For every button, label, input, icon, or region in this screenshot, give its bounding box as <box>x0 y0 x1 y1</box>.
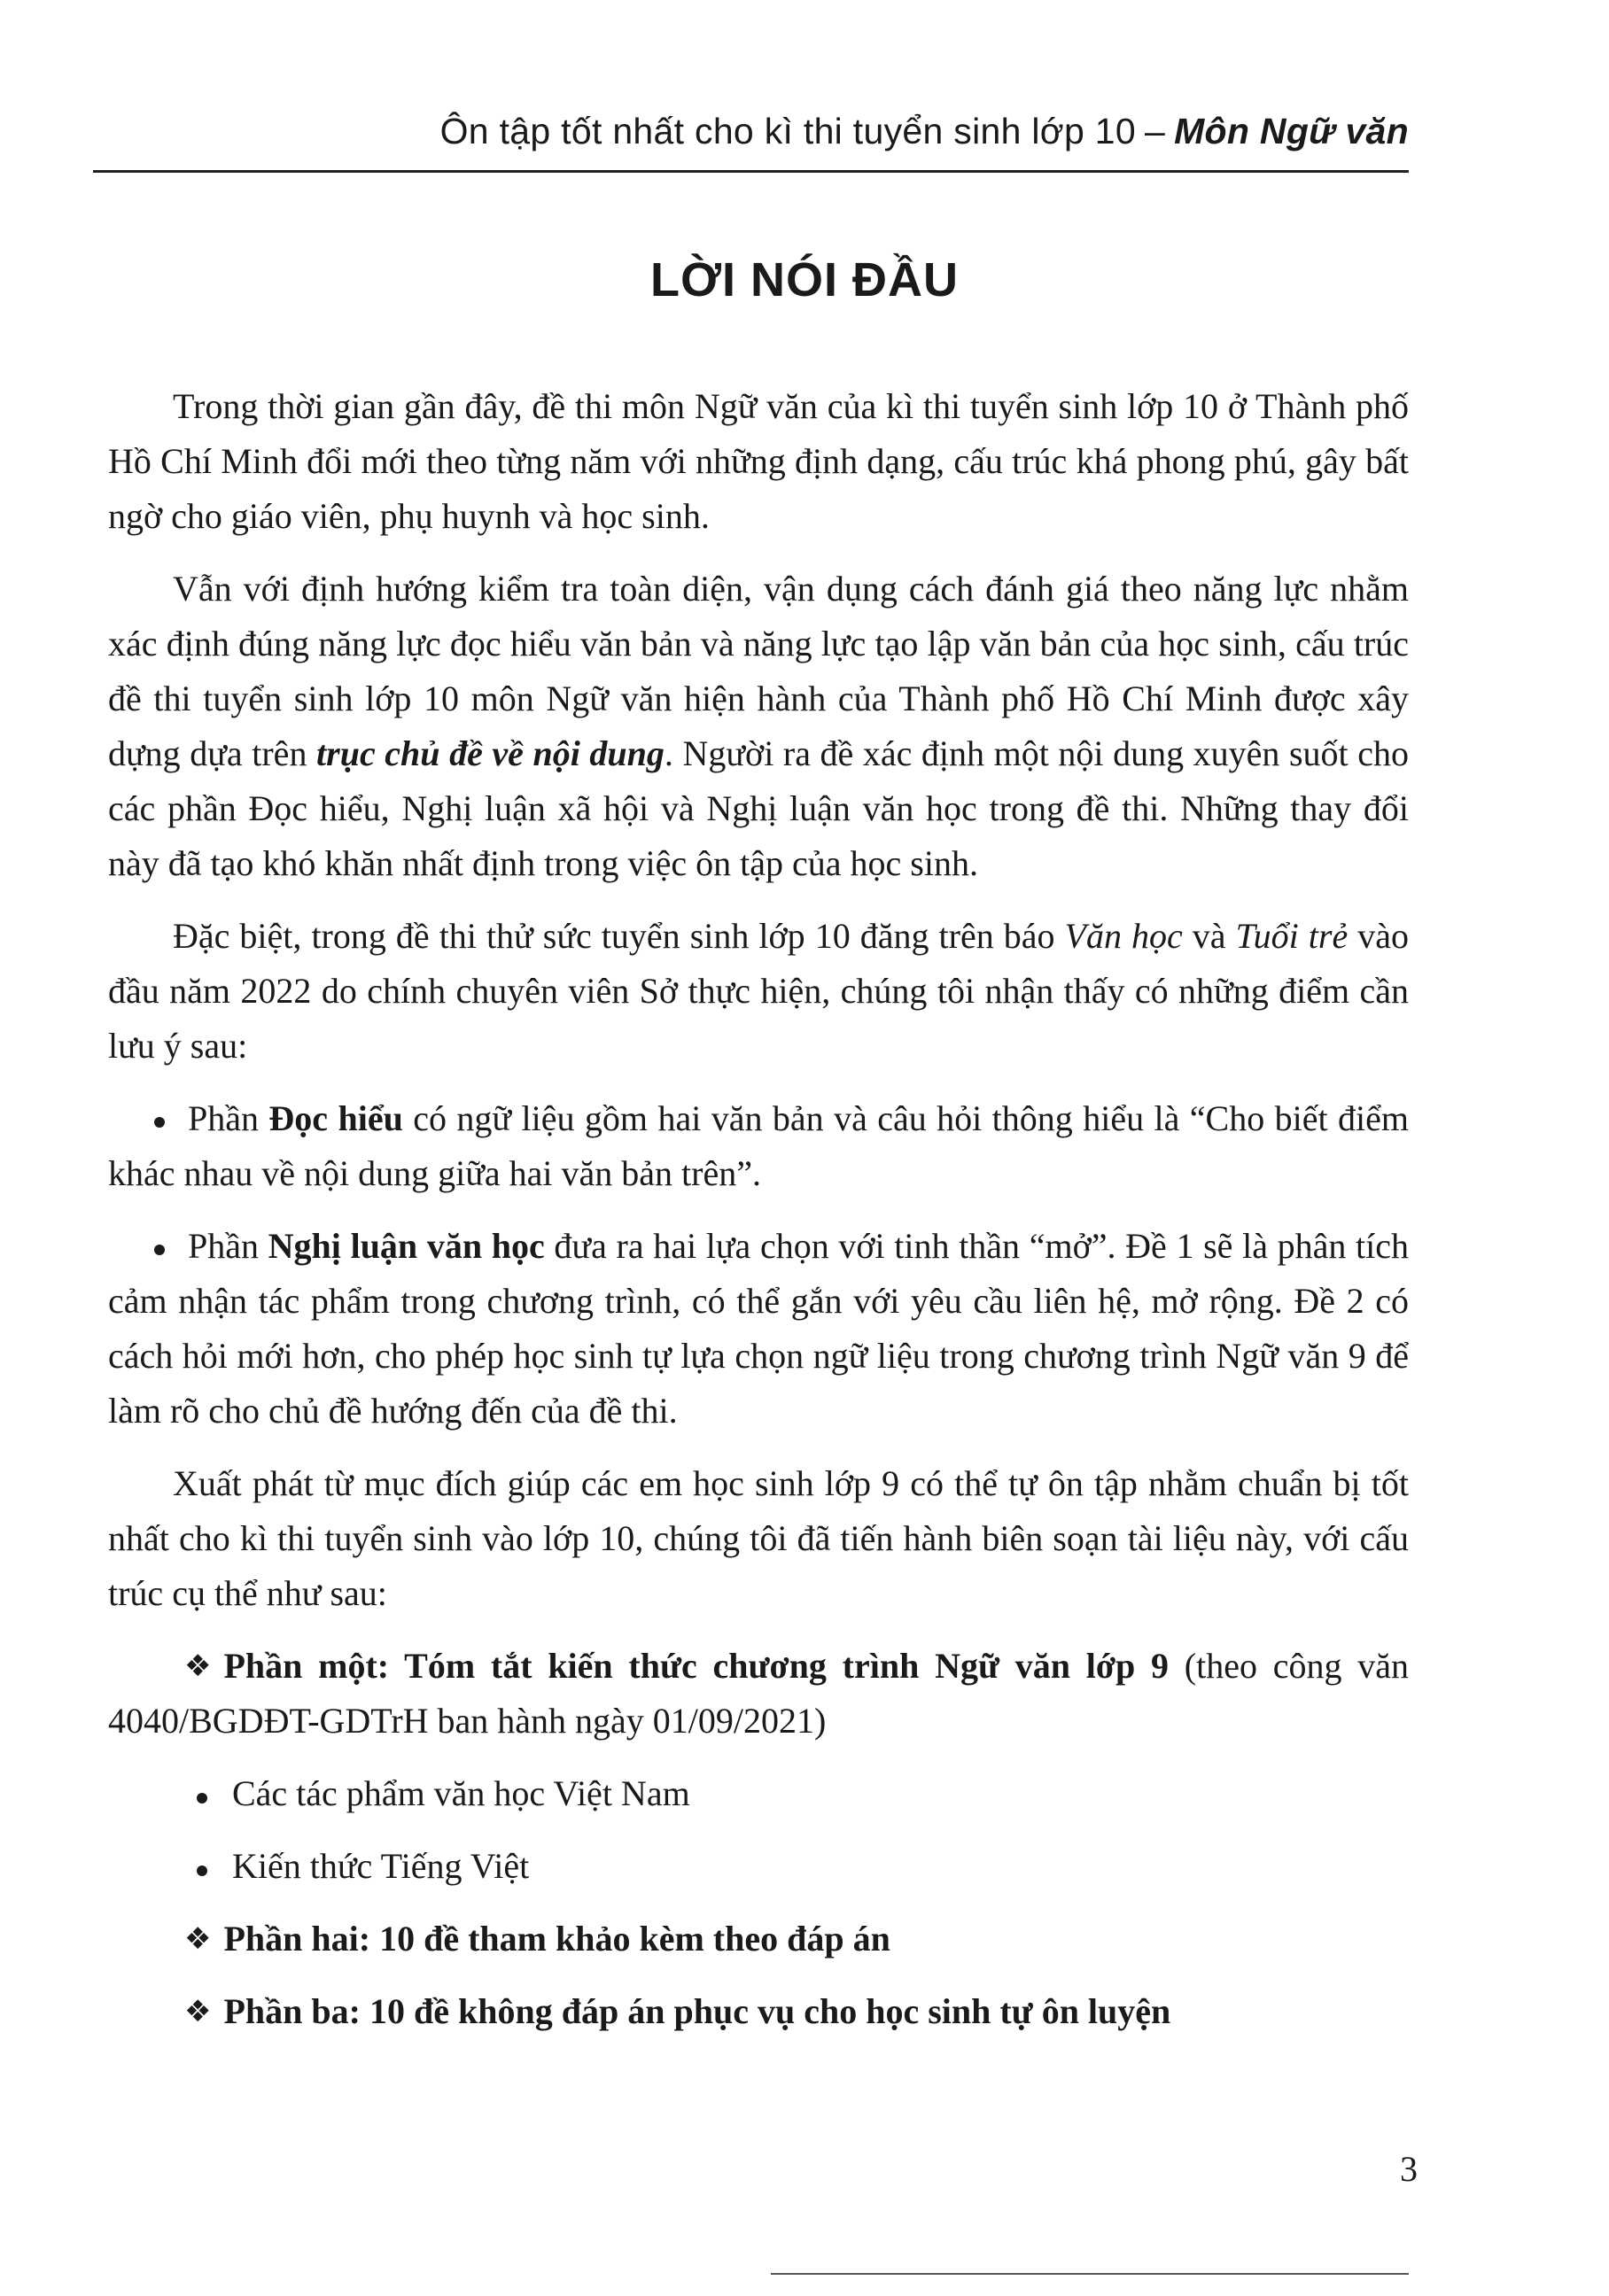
bold-term: Nghị luận văn học <box>268 1226 545 1266</box>
diamond-dots-icon: ❖ <box>184 1921 212 1957</box>
newspaper-name: Tuổi trẻ <box>1235 916 1349 956</box>
bullet-text: Phần <box>188 1098 269 1138</box>
subject-name: Môn Ngữ văn <box>1174 111 1409 151</box>
diamond-dots-icon: ❖ <box>184 1994 212 2029</box>
page-number: 3 <box>1400 2149 1418 2189</box>
running-header <box>93 111 1409 152</box>
footer-rule <box>771 2273 1409 2275</box>
paragraph-text: vào đầu năm 2022 do chính chuyên viên Sở thực hiện, chúng tôi nhận thấy có những điểm cần lưu ý sau: <box>108 916 1409 1066</box>
newspaper-name: Văn học <box>1064 916 1183 956</box>
paragraph-text: . Người ra đề xác định một nội dung xuyên suốt cho các phần Đọc hiểu, Nghị luận xã hội và Nghị luận văn học trong đề thi. Những thay đổi này đã tạo khó khăn nhất định trong việc ôn tập của học sinh. <box>108 733 1409 883</box>
diamond-dots-icon: ❖ <box>184 1648 212 1684</box>
part-one-title: Phần một: Tóm tắt kiến thức chương trình Ngữ văn lớp 9 <box>223 1646 1170 1686</box>
paragraph-text: Vẫn với định hướng kiểm tra toàn diện, vận dụng cách đánh giá theo năng lực nhằm xác định đúng năng lực đọc hiểu văn bản và năng lực tạo lập văn bản của học sinh, cấu trúc đề thi tuyển sinh lớp 10 môn Ngữ văn hiện hành của Thành phố Hồ Chí Minh được xây dựng dựa trên <box>108 569 1409 773</box>
part-one-item <box>108 1766 1409 1821</box>
part-three <box>108 1984 1409 2039</box>
bullet-text: Phần <box>188 1226 268 1266</box>
page-title: LỜI NÓI ĐẦU <box>649 253 960 306</box>
header-rule <box>93 170 1409 173</box>
part-one <box>108 1639 1409 1749</box>
bullet-dot-icon <box>154 1245 165 1255</box>
bullet-text: có ngữ liệu gồm hai văn bản và câu hỏi thông hiểu là “Cho biết điểm khác nhau về nội dung giữa hai văn bản trên”. <box>108 1098 1410 1193</box>
part-one-item-label: Kiến thức Tiếng Việt <box>232 1846 530 1886</box>
bold-term: Đọc hiểu <box>268 1098 403 1138</box>
note-literary-essay <box>108 1219 1409 1439</box>
paragraph-text: và <box>1182 916 1236 956</box>
part-three-title: Phần ba: 10 đề không đáp án phục vụ cho học sinh tự ôn luyện <box>223 1991 1171 2031</box>
part-one-item <box>108 1839 1409 1894</box>
page-body <box>108 379 1409 2057</box>
part-one-item-label: Các tác phẩm văn học Việt Nam <box>232 1773 690 1813</box>
paragraph-intro: Trong thời gian gần đây, đề thi môn Ngữ văn của kì thi tuyển sinh lớp 10 ở Thành phố Hồ Chí Minh đổi mới theo từng năm với những định dạng, cấu trúc khá phong phú, gây bất ngờ cho giáo viên, phụ huynh và học sinh. <box>108 386 1409 536</box>
emphasis-theme: trục chủ đề về nội dung <box>316 733 665 773</box>
note-reading <box>108 1091 1409 1201</box>
bullet-dot-icon <box>197 1866 207 1876</box>
paragraph-notes <box>108 909 1409 1074</box>
book-title: Ôn tập tốt nhất cho kì thi tuyển sinh lớp 10 <box>439 111 1136 151</box>
part-two <box>108 1912 1409 1966</box>
bullet-text: đưa ra hai lựa chọn với tinh thần “mở”. Đề 1 sẽ là phân tích cảm nhận tác phẩm trong chương trình, có thể gắn với yêu cầu liên hệ, mở rộng. Đề 2 có cách hỏi mới hơn, cho phép học sinh tự lựa chọn ngữ liệu trong chương trình Ngữ văn 9 để làm rõ cho chủ đề hướng đến của đề thi. <box>108 1226 1410 1431</box>
header-separator: – <box>1144 111 1166 151</box>
paragraph-structure <box>108 562 1409 891</box>
bullet-dot-icon <box>197 1793 207 1803</box>
bullet-dot-icon <box>154 1117 165 1128</box>
paragraph-purpose: Xuất phát từ mục đích giúp các em học sinh lớp 9 có thể tự ôn tập nhằm chuẩn bị tốt nhất cho kì thi tuyển sinh vào lớp 10, chúng tôi đã tiến hành biên soạn tài liệu này, với cấu trúc cụ thể như sau: <box>108 1463 1409 1613</box>
paragraph-text: Đặc biệt, trong đề thi thử sức tuyển sinh lớp 10 đăng trên báo <box>173 916 1065 956</box>
part-two-title: Phần hai: 10 đề tham khảo kèm theo đáp án <box>223 1919 890 1959</box>
part-one-detail: (theo công văn 4040/BGDĐT-GDTrH ban hành ngày 01/09/2021) <box>108 1646 1409 1741</box>
